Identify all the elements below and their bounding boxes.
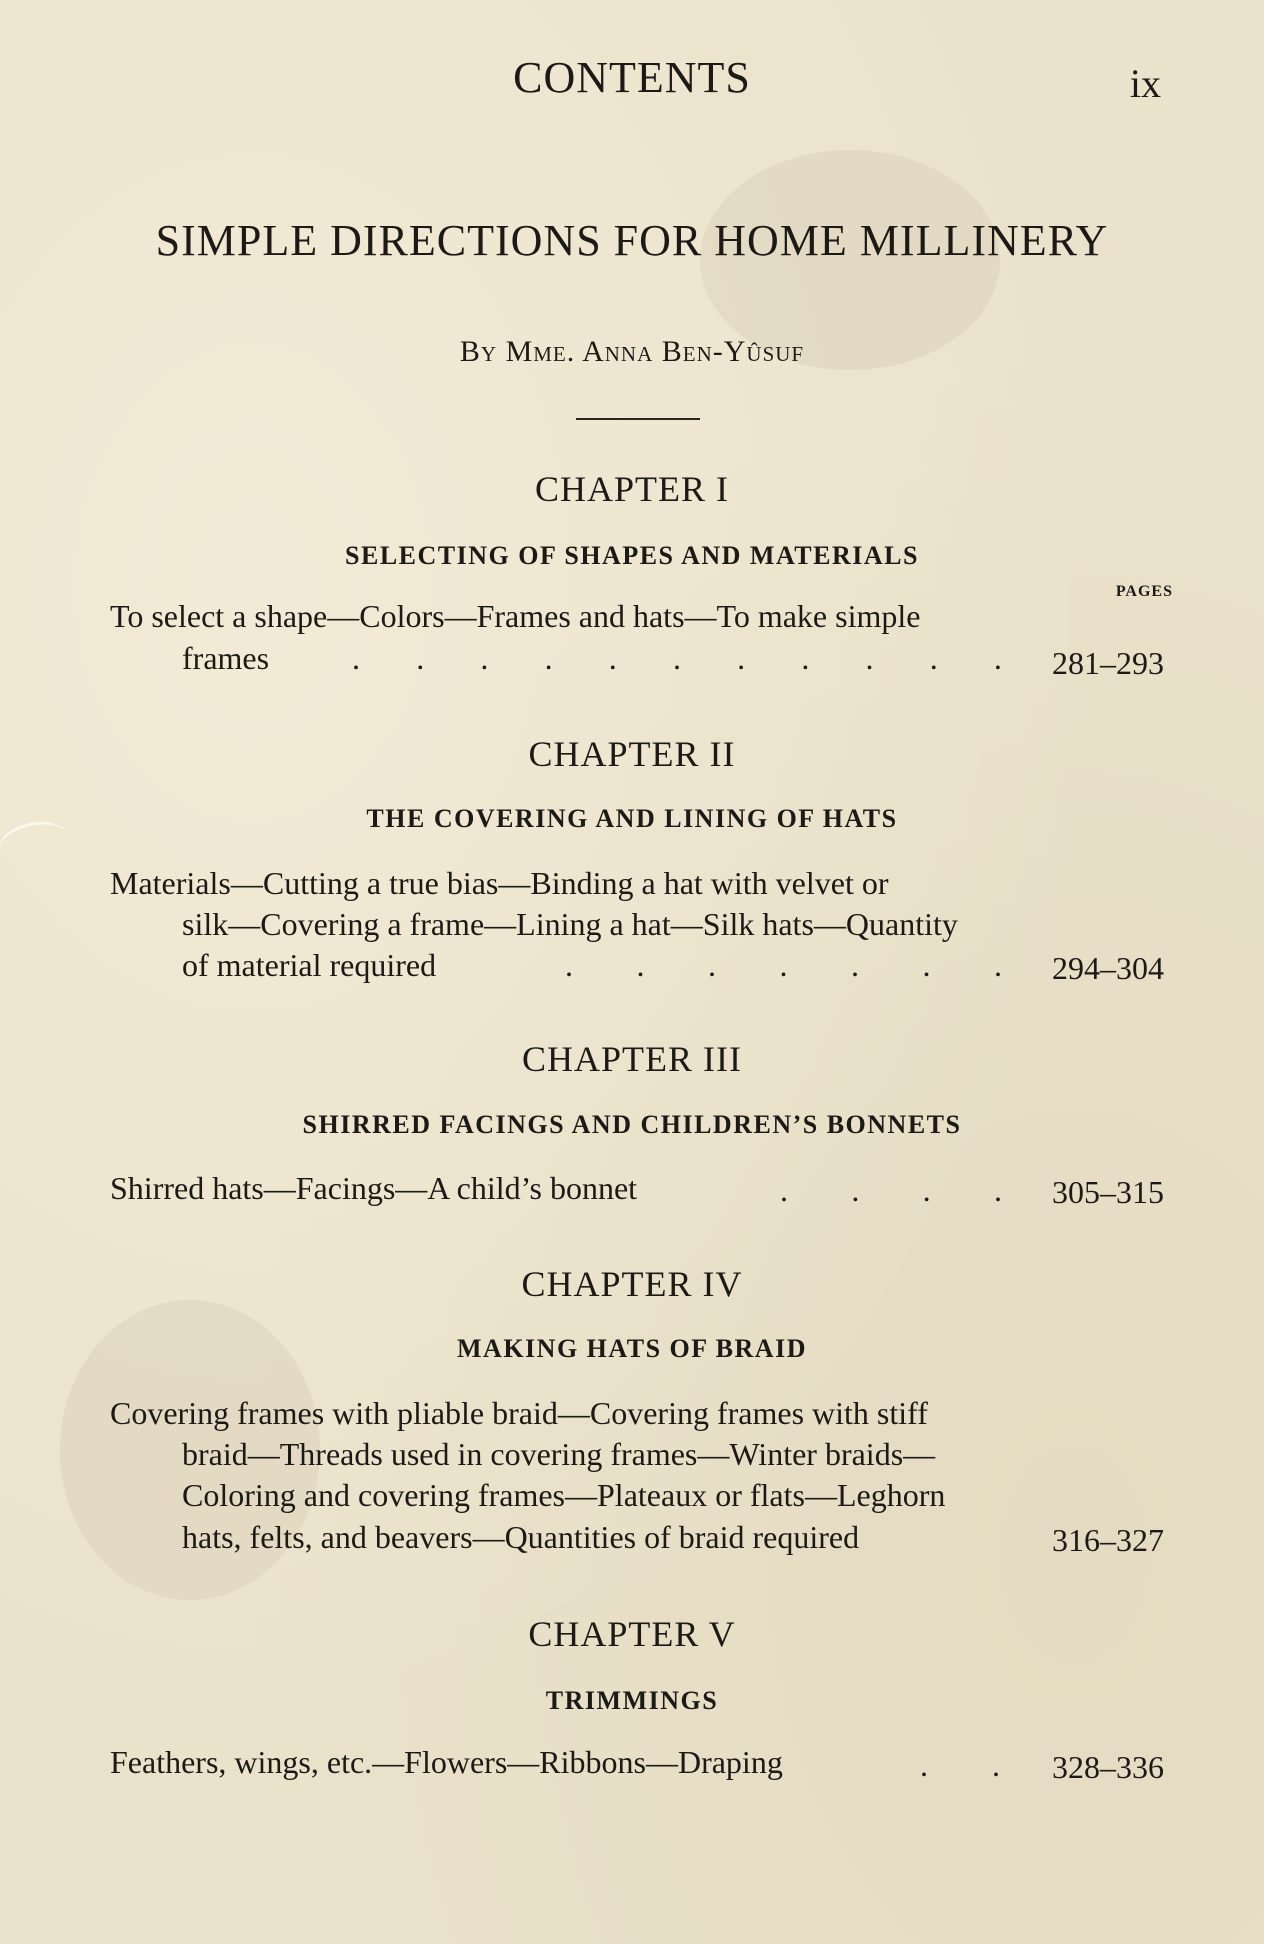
- page-range: 328–336: [1052, 1749, 1164, 1785]
- chapter-title: THE COVERING AND LINING OF HATS: [366, 804, 898, 833]
- contents-line: Covering frames with pliable braid—Covering frames with stiff: [110, 1395, 928, 1431]
- divider-rule: [576, 418, 700, 420]
- pages-column-label: PAGES: [1115, 583, 1173, 600]
- chapter-heading: CHAPTER V: [528, 1614, 736, 1654]
- chapter-title: MAKING HATS OF BRAID: [457, 1334, 807, 1363]
- chapter-title: TRIMMINGS: [545, 1686, 719, 1715]
- page-number: ix: [1129, 61, 1161, 106]
- dot-leader: . .: [920, 1747, 1000, 1783]
- contents-line: To select a shape—Colors—Frames and hats—To make simple: [110, 598, 921, 634]
- book-title-text: SIMPLE DIRECTIONS FOR HOME MILLINERY: [155, 216, 1109, 265]
- contents-line: silk—Covering a frame—Lining a hat—Silk hats—Quantity: [182, 906, 958, 942]
- book-title: [0, 212, 1264, 270]
- page-range: 316–327: [1052, 1522, 1164, 1558]
- contents-line: frames: [182, 640, 270, 676]
- page-range: 305–315: [1052, 1174, 1164, 1210]
- chapter-title: SELECTING OF SHAPES AND MATERIALS: [345, 541, 919, 570]
- chapter-title: SHIRRED FACINGS AND CHILDREN’S BONNETS: [302, 1110, 962, 1139]
- contents-line: hats, felts, and beavers—Quantities of braid required: [182, 1519, 860, 1555]
- chapter-heading: CHAPTER III: [522, 1039, 742, 1079]
- contents-line: braid—Threads used in covering frames—Winter braids—: [182, 1436, 936, 1472]
- contents-line: Shirred hats—Facings—A child’s bonnet: [110, 1170, 638, 1206]
- page-range: 294–304: [1052, 950, 1164, 986]
- contents-line: Coloring and covering frames—Plateaux or flats—Leghorn: [182, 1477, 946, 1513]
- author-byline: By Mme. Anna Ben-Yûsuf: [459, 335, 805, 368]
- dot-leader: . . . .: [780, 1172, 1002, 1208]
- contents-line: of material required: [182, 947, 437, 983]
- chapter-heading: CHAPTER II: [528, 734, 736, 774]
- running-head: CONTENTS: [513, 53, 751, 102]
- contents-line: Feathers, wings, etc.—Flowers—Ribbons—Draping: [110, 1744, 783, 1780]
- chapter-heading: CHAPTER IV: [521, 1264, 743, 1304]
- chapter-heading: CHAPTER I: [534, 469, 729, 509]
- dot-leader: . . . . . . . . . . .: [352, 640, 1002, 676]
- contents-line: Materials—Cutting a true bias—Binding a hat with velvet or: [110, 865, 889, 901]
- page-range: 281–293: [1052, 645, 1164, 681]
- dot-leader: . . . . . . .: [565, 947, 1002, 983]
